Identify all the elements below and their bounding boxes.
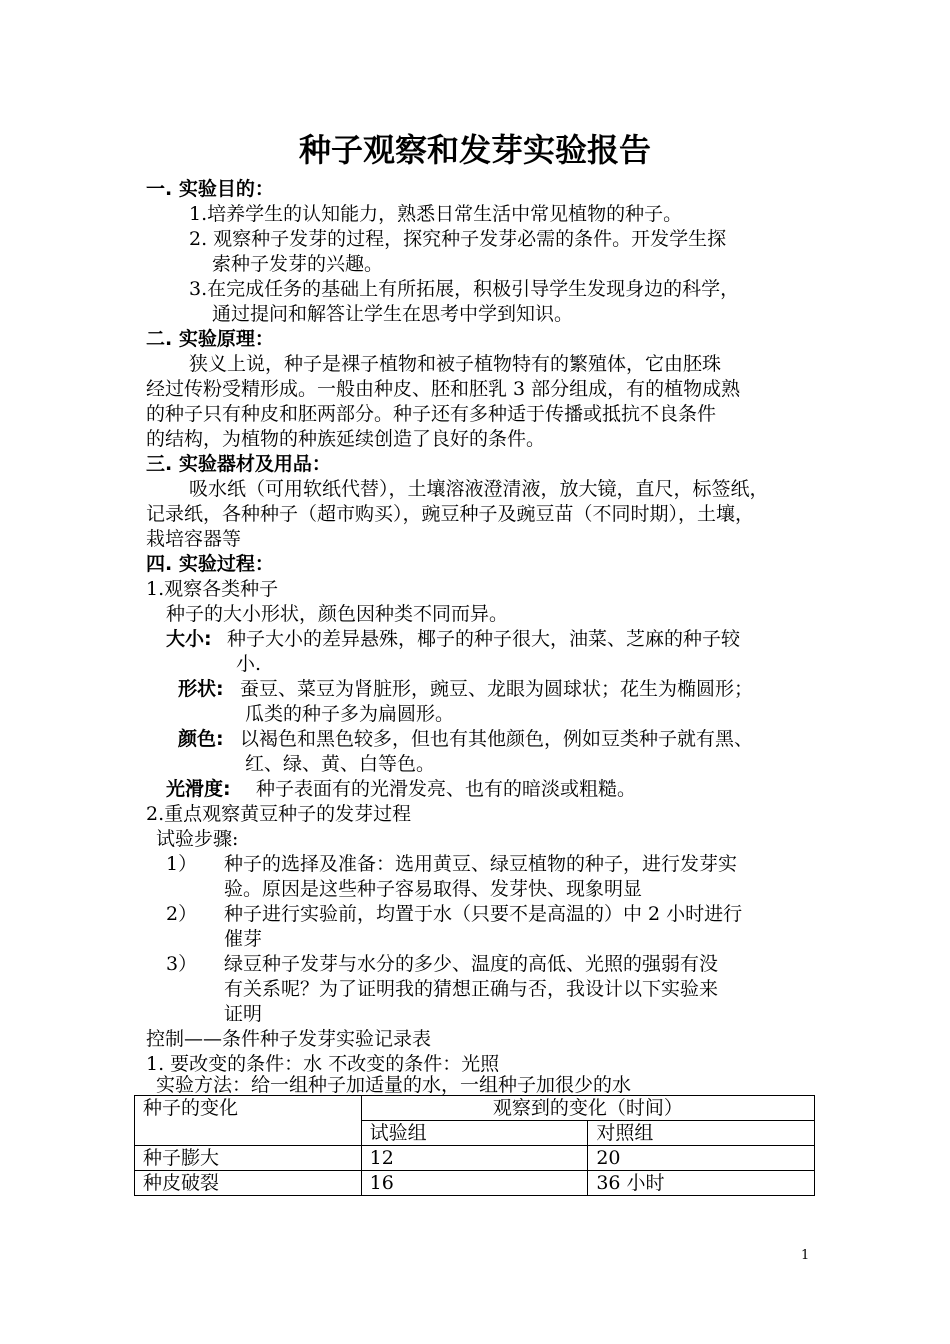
section-1-heading: 一. 实验目的： [146, 178, 274, 200]
table-header-row [135, 1096, 815, 1121]
table-header-observed: 观察到的变化（时间） [361, 1096, 814, 1121]
step-1-number: 1） [166, 853, 198, 875]
table-row [135, 1146, 815, 1171]
step-3-text-cont: 有关系呢？为了证明我的猜想正确与否，我设计以下实验来 [224, 978, 719, 1000]
smoothness-label: 光滑度: [166, 778, 231, 800]
materials-line-1: 吸水纸（可用软纸代替），土壤溶液澄清液，放大镜，直尺，标签纸， [189, 478, 769, 500]
shape-text-cont: 瓜类的种子多为扁圆形。 [245, 703, 455, 725]
table-cell-label: 种子膨大 [135, 1146, 362, 1171]
page-number: 1 [801, 1248, 810, 1263]
section-4-heading: 四. 实验过程： [146, 553, 274, 575]
step-3-text-cont-2: 证明 [224, 1003, 263, 1025]
step-1-text: 种子的选择及准备：选用黄豆、绿豆植物的种子，进行发芽实 [224, 853, 738, 875]
smoothness-text: 种子表面有的光滑发亮、也有的暗淡或粗糙。 [256, 778, 637, 800]
color-text: 以褐色和黑色较多，但也有其他颜色，例如豆类种子就有黑、 [240, 728, 754, 750]
size-text-cont: 小. [236, 653, 262, 675]
step-1-text-cont: 验。原因是这些种子容易取得、发芽快、现象明显 [224, 878, 643, 900]
principle-line-1: 狭义上说，种子是裸子植物和被子植物特有的繁殖体，它由胚珠 [189, 353, 722, 375]
table-cell-test: 16 [361, 1171, 588, 1196]
size-text: 种子大小的差异悬殊，椰子的种子很大，油菜、芝麻的种子较 [227, 628, 741, 650]
color-text-cont: 红、绿、黄、白等色。 [245, 753, 436, 775]
purpose-item-2: 2. 观察种子发芽的过程，探究种子发芽必需的条件。开发学生探 [189, 228, 727, 250]
purpose-item-1: 1.培养学生的认知能力，熟悉日常生活中常见植物的种子。 [189, 203, 683, 225]
record-table [134, 1095, 815, 1196]
table-cell-label: 种皮破裂 [135, 1171, 362, 1196]
materials-line-2: 记录纸，各种种子（超市购买），豌豆种子及豌豆苗（不同时期），土壤， [146, 503, 755, 525]
conditions-line: 1. 要改变的条件：水 不改变的条件：光照 [146, 1053, 500, 1075]
step-2-number: 2） [166, 903, 198, 925]
principle-line-2: 经过传粉受精形成。一般由种皮、胚和胚乳 3 部分组成，有的植物成熟 [146, 378, 741, 400]
seed-intro: 种子的大小形状，颜色因种类不同而异。 [166, 603, 509, 625]
shape-text: 蚕豆、菜豆为肾脏形，豌豆、龙眼为圆球状；花生为椭圆形； [240, 678, 754, 700]
principle-line-4: 的结构，为植物的种族延续创造了良好的条件。 [146, 428, 546, 450]
step-3-text: 绿豆种子发芽与水分的多少、温度的高低、光照的强弱有没 [224, 953, 719, 975]
materials-line-3: 栽培容器等 [146, 528, 242, 550]
step-2-text-cont: 催芽 [224, 928, 263, 950]
steps-label: 试验步骤: [156, 828, 239, 850]
table-header-change: 种子的变化 [135, 1096, 362, 1146]
table-header-test: 试验组 [361, 1121, 588, 1146]
process-part-2: 2.重点观察黄豆种子的发芽过程 [146, 803, 412, 825]
step-2-text: 种子进行实验前，均置于水（只要不是高温的）中 2 小时进行 [224, 903, 743, 925]
purpose-item-3: 3.在完成任务的基础上有所拓展，积极引导学生发现身边的科学， [189, 278, 740, 300]
section-2-heading: 二. 实验原理： [146, 328, 274, 350]
step-3-number: 3） [166, 953, 198, 975]
purpose-item-2-cont: 索种子发芽的兴趣。 [212, 253, 384, 275]
table-row [135, 1171, 815, 1196]
principle-line-3: 的种子只有种皮和胚两部分。种子还有多种适于传播或抵抗不良条件 [146, 403, 717, 425]
color-label: 颜色: [178, 728, 224, 750]
purpose-item-3-cont: 通过提问和解答让学生在思考中学到知识。 [212, 303, 574, 325]
process-part-1: 1.观察各类种子 [146, 578, 279, 600]
size-label: 大小: [166, 628, 212, 650]
method-line: 实验方法：给一组种子加适量的水，一组种子加很少的水 [156, 1074, 632, 1096]
table-cell-test: 12 [361, 1146, 588, 1171]
table-header-control: 对照组 [588, 1121, 815, 1146]
table-cell-control: 36 小时 [588, 1171, 815, 1196]
page-title: 种子观察和发芽实验报告 [298, 131, 651, 169]
record-table-caption: 控制——条件种子发芽实验记录表 [146, 1028, 432, 1050]
section-3-heading: 三. 实验器材及用品： [146, 453, 331, 475]
shape-label: 形状: [178, 678, 224, 700]
table-cell-control: 20 [588, 1146, 815, 1171]
